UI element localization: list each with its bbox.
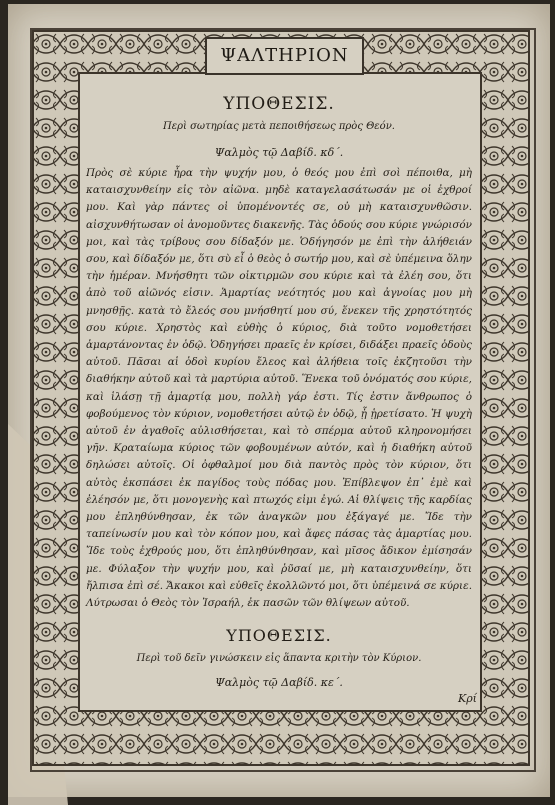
psalm-title: Ψαλμὸς τῷ Δαβίδ. κδ΄. (214, 146, 344, 159)
psalm-title-2: Ψαλμὸς τῷ Δαβίδ. κε΄. (215, 676, 343, 690)
psalm-paragraph: Πρὸς σὲ κύριε ἦρα τὴν ψυχήν μου, ὁ θεός μου ἐπὶ σοὶ πέποιθα, μὴ καταισχυνθείην εἰς τὸν αἰῶνα. μηδὲ καταγελασάτωσάν με οἱ ἐχθροί μου. Καὶ γὰρ πάντες οἱ ὑπομένοντές σε, οὐ μὴ καταισχυνθῶσιν. αἰσχυνθήτωσαν οἱ ἀνομοῦντες διακενῆς. Τὰς ὁδούς σου κύριε γνώρισόν μοι, καὶ τὰς τρίβους σου δίδαξόν με. Ὁδήγησόν με ἐπὶ τὴν ἀλήθειάν σου, καὶ δίδαξόν με, ὅτι σὺ εἶ ὁ θεὸς ὁ σωτήρ μου, καὶ σὲ ὑπέμεινα ὅλην τὴν ἡμέραν. Μνήσθητι τῶν οἰκτιρμῶν σου κύριε καὶ τὰ ἐλέη σου, ὅτι ἀπὸ τοῦ αἰῶνός εἰσιν. Ἁμαρτίας νεότητός μου καὶ ἀγνοίας μου μὴ μνησθῇς. κατὰ τὸ ἔλεός σου μνήσθητί μου σύ, ἕνεκεν τῆς χρηστότητός σου κύριε. Χρηστὸς καὶ εὐθὴς ὁ κύριος, διὰ τοῦτο νομοθετήσει ἁμαρτάνοντας ἐν ὁδῷ. Ὁδηγήσει πραεῖς ἐν κρίσει, διδάξει πραεῖς ὁδοὺς αὐτοῦ. Πᾶσαι αἱ ὁδοὶ κυρίου ἔλεος καὶ ἀλήθεια τοῖς ἐκζητοῦσι τὴν διαθήκην αὐτοῦ καὶ τὰ μαρτύρια αὐτοῦ. Ἕνεκα τοῦ ὀνόματός σου κύριε, καὶ ἱλάσῃ τῇ ἁμαρτίᾳ μου, πολλὴ γάρ ἐστι. Τίς ἐστιν ἄνθρωπος ὁ φοβούμενος τὸν κύριον, νομοθετήσει αὐτῷ ἐν ὁδῷ, ᾗ ᾑρετίσατο. Ἡ ψυχὴ αὐτοῦ ἐν ἀγαθοῖς αὐλισθήσεται, καὶ τὸ σπέρμα αὐτοῦ κληρονομήσει γῆν. Κραταίωμα κύριος τῶν φοβουμένων αὐτόν, καὶ ἡ διαθήκη αὐτοῦ δηλώσει αὐτοῖς. Οἱ ὀφθαλμοί μου διὰ παντὸς πρὸς τὸν κύριον, ὅτι αὐτὸς ἐκσπάσει ἐκ παγίδος τοὺς πόδας μου. Ἐπίβλεψον ἐπ᾽ ἐμὲ καὶ ἐλέησόν με, ὅτι μονογενὴς καὶ πτωχός εἰμι ἐγώ. Αἱ θλίψεις τῆς καρδίας μου ἐπληθύνθησαν, ἐκ τῶν ἀναγκῶν μου ἐξάγαγέ με. Ἴδε τὴν ταπείνωσίν μου καὶ τὸν κόπον μου, καὶ ἄφες πάσας τὰς ἁμαρτίας μου. Ἴδε τοὺς ἐχθρούς μου, ὅτι ἐπληθύνθησαν, καὶ μῖσος ἄδικον ἐμίσησάν με. Φύλαξον τὴν ψυχήν μου, καὶ ῥῦσαί με, μὴ καταισχυνθείην, ὅτι ἤλπισα ἐπὶ σέ. Ἄκακοι καὶ εὐθεῖς ἐκολλῶντό μοι, ὅτι ὑπέμεινά σε κύριε. Λύτρωσαι ὁ Θεὸς τὸν Ἰσραήλ, ἐκ πασῶν τῶν θλίψεων αὐτοῦ. (86, 167, 472, 610)
book-page (8, 4, 550, 797)
section-heading-2: ΥΠΟΘΕΣΙΣ. (226, 626, 332, 646)
section-subtitle: Περὶ σωτηρίας μετὰ πεποιθήσεως πρὸς Θεόν. (163, 121, 395, 132)
text-block (86, 82, 472, 689)
psalm-text (86, 165, 472, 612)
catchword: Κρί (458, 692, 477, 705)
section-subtitle-2: Περὶ τοῦ δεῖν γινώσκειν εἰς ἅπαντα κριτὴν τὸν Κύριον. (136, 653, 422, 665)
section-heading: ΥΠΟΘΕΣΙΣ. (223, 94, 335, 114)
book-title: ΨΑΛΤΗΡΙΟΝ (205, 37, 364, 75)
